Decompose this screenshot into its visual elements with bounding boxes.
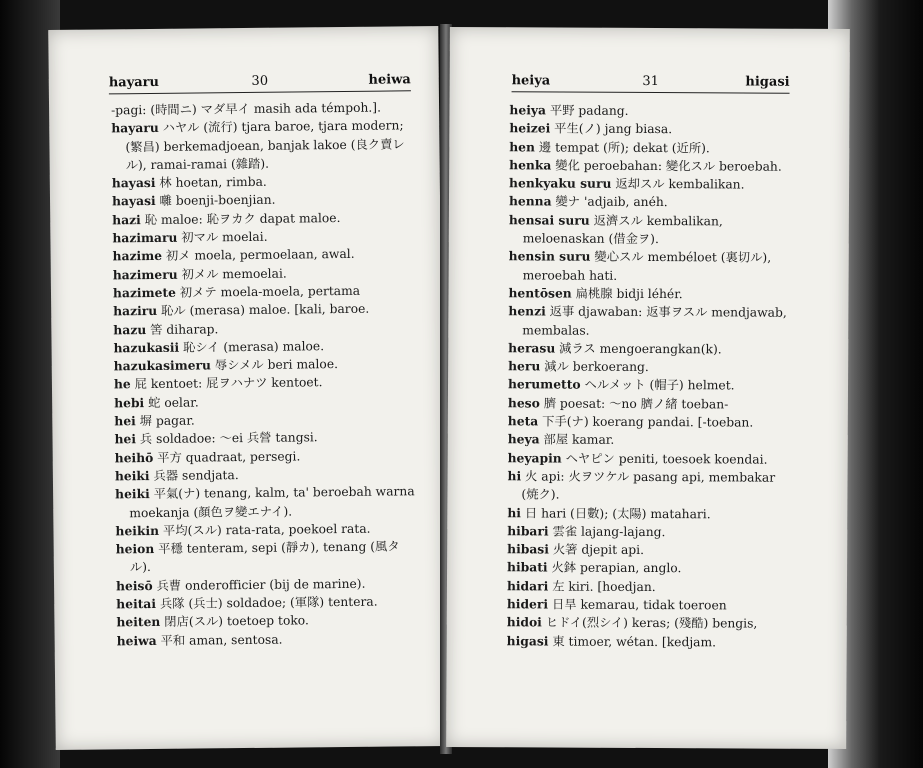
headword: heya: [507, 431, 540, 447]
dictionary-entry: [509, 101, 793, 121]
page-number: 30: [251, 73, 269, 89]
definition: 下手(ナ) koerang pandai. [-toeban.: [542, 414, 754, 430]
dictionary-entry: [111, 117, 412, 175]
page-number: 31: [642, 73, 659, 90]
dictionary-entry: [507, 577, 791, 597]
dictionary-entry: [509, 138, 793, 158]
definition: 平均(スル) rata-rata, poekoel rata.: [162, 521, 371, 538]
headword: heiki: [114, 467, 150, 484]
definition: 火 api: 火ヲツケル pasang api, membakar (焼ク).: [521, 469, 776, 502]
headword: heru: [508, 358, 541, 374]
definition: 平和 aman, sentosa.: [160, 632, 283, 648]
headword: heitai: [116, 595, 157, 612]
headword: henzi: [508, 303, 546, 319]
definition: 筈 diharap.: [150, 321, 219, 337]
dictionary-entry: [508, 376, 792, 396]
definition: 減ラス mengoerangkan(k).: [559, 341, 722, 357]
definition: 塀 pagar.: [139, 413, 195, 429]
dictionary-entry: [509, 211, 793, 249]
dictionary-entry: [508, 357, 792, 377]
entry-list: [111, 98, 417, 650]
dictionary-entry: [507, 595, 791, 615]
definition: 恥 maloe: 恥ヲカク dapat maloe.: [144, 210, 341, 227]
headword: heiya: [509, 102, 547, 118]
dictionary-entry: [508, 431, 792, 451]
dictionary-entry: [507, 540, 791, 560]
page-header: [109, 70, 411, 94]
definition: 蛇 oelar.: [148, 395, 199, 410]
definition: 雲雀 lajang-lajang.: [552, 524, 666, 539]
definition: ヘルメット (帽子) helmet.: [584, 378, 735, 393]
definition: 屁 kentoet: 屁ヲハナツ kentoet.: [134, 375, 323, 392]
dictionary-entry: [507, 614, 791, 634]
definition: 初マル moelai.: [181, 229, 268, 245]
headword: hideri: [506, 596, 549, 612]
headword: higasi: [506, 632, 549, 649]
headword: hayasi: [111, 193, 156, 209]
definition: 兵隊 (兵士) soldadoe; (軍隊) tentera.: [159, 594, 378, 611]
headword: hidari: [506, 577, 549, 594]
definition: 東 timoer, wétan. [kedjam.: [552, 634, 717, 649]
definition: 部屋 kamar.: [543, 432, 615, 448]
headword: heiten: [116, 614, 161, 630]
definition: 平生(ノ) jang biasa.: [554, 121, 673, 137]
headword: henkyaku suru: [509, 175, 612, 191]
definition: 初メル memoelai.: [181, 266, 287, 282]
headword: heisō: [115, 577, 153, 594]
definition: 火箸 djepit api.: [552, 542, 645, 558]
definition: 日 hari (日數); (太陽) matahari.: [524, 505, 711, 521]
headword: hazimaru: [112, 229, 178, 246]
dictionary-entry: [116, 592, 416, 613]
dictionary-entry: [113, 300, 413, 321]
headword: heion: [115, 541, 155, 557]
definition: 變心スル membéloet (裏切ル), meroebah hati.: [522, 250, 772, 283]
definition: 變化 peroebahan: 變化スル beroebah.: [555, 158, 782, 174]
headword: hazu: [113, 321, 147, 337]
header-first-word: hayaru: [108, 74, 160, 91]
definition: 扁桃腺 bidji léhér.: [575, 286, 683, 302]
definition: 左 kiri. [hoedjan.: [552, 579, 656, 594]
headword: hayasi: [111, 175, 156, 191]
dictionary-entry: [509, 193, 793, 213]
definition: 辱シメル beri maloe.: [214, 357, 339, 373]
definition: 邊 tempat (所); dekat (近所).: [538, 140, 710, 155]
headword: hentōsen: [508, 285, 572, 301]
dictionary-entry: [509, 156, 793, 176]
definition: 林 hoetan, rimba.: [159, 174, 267, 191]
dictionary-entry: [115, 482, 415, 522]
dictionary-entry: [116, 537, 416, 577]
definition: -pagi: (時間ニ) マダ早イ masih ada témpoh.].: [111, 100, 382, 118]
definition: 變ナ 'adjaib, anéh.: [555, 194, 668, 210]
definition: 恥シイ (merasa) maloe.: [183, 339, 325, 355]
entry-list: [507, 101, 794, 651]
page-header: [512, 71, 790, 93]
definition: 火鉢 perapian, anglo.: [551, 560, 682, 576]
definition: 兵器 sendjata.: [153, 468, 239, 483]
dictionary-entry: [508, 284, 792, 304]
headword: hibasi: [507, 541, 549, 557]
headword: heso: [507, 395, 540, 411]
headword: hi: [507, 504, 522, 520]
headword: hazimete: [112, 284, 176, 301]
left-page: [48, 26, 446, 750]
definition: 囃 boenji-boenjian.: [159, 193, 276, 209]
definition: 日旱 kemarau, tidak toeroen: [551, 597, 727, 613]
definition: ヒドイ(烈シイ) keras; (殘酷) bengis,: [545, 615, 758, 631]
headword: hebi: [114, 394, 145, 411]
headword: heiwa: [116, 632, 157, 648]
definition: 兵 soldadoe: ～ei 兵營 tangsi.: [139, 430, 318, 447]
definition: 返濟スル kembalikan, meloenaskan (借金ヲ).: [522, 213, 723, 247]
headword: henna: [508, 193, 552, 209]
headword: hazukasimeru: [113, 357, 212, 374]
headword: heyapin: [507, 449, 562, 466]
headword: heta: [507, 413, 539, 429]
headword: hensin suru: [508, 248, 591, 265]
definition: 減ル berkoerang.: [544, 359, 649, 375]
headword: hei: [114, 413, 136, 429]
headword: henka: [509, 157, 552, 173]
headword: haziru: [113, 303, 158, 319]
definition: 平氣(ナ) tenang, kalm, ta' beroebah warna moekanja (顏色ヲ變エナイ).: [129, 484, 415, 520]
dictionary-entry: [509, 248, 793, 286]
headword: hibati: [507, 559, 548, 575]
headword: herasu: [508, 340, 556, 356]
headword: hei: [114, 431, 137, 447]
headword: heihō: [114, 449, 154, 466]
dictionary-entry: [507, 504, 791, 524]
definition: ヘヤピン peniti, toesoek koendai.: [565, 451, 768, 467]
dictionary-entry: [508, 449, 792, 469]
headword: hazukasii: [113, 339, 180, 356]
definition: 臍 poesat: ～no 臍ノ緒 toeban-: [543, 396, 729, 412]
dictionary-entry: [508, 303, 792, 341]
header-last-word: heiwa: [368, 72, 411, 88]
dictionary-entry: [508, 394, 792, 414]
headword: hi: [507, 468, 522, 484]
dictionary-entry: [507, 522, 791, 542]
headword: hidoi: [506, 614, 542, 630]
dictionary-entry: [509, 174, 793, 194]
definition: 平方 quadraat, persegi.: [157, 449, 301, 465]
header-first-word: heiya: [511, 73, 551, 89]
headword: heizei: [509, 120, 551, 136]
definition: ハヤル (流行) tjara baroe, tjara modern; (繁昌) berkemadjoean, banjak lakoe (良ク賣レル), ramai-ramai (雜踏).: [125, 118, 405, 173]
definition: 初メテ moela-moela, pertama: [179, 283, 361, 300]
dictionary-entry: [509, 120, 793, 140]
definition: 平野 padang.: [549, 103, 629, 118]
definition: 恥ル (merasa) maloe. [kali, baroe.: [161, 301, 370, 319]
dictionary-entry: [507, 632, 791, 652]
headword: hensai suru: [508, 212, 590, 228]
headword: hazi: [112, 211, 141, 228]
headword: hayaru: [111, 120, 159, 136]
dictionary-entry: [508, 339, 792, 359]
header-last-word: higasi: [745, 74, 790, 90]
dictionary-entry: [507, 467, 791, 505]
definition: 平穩 tenteram, sepi (靜カ), tenang (風タル).: [129, 539, 400, 575]
headword: hazimeru: [112, 266, 178, 283]
dictionary-entry: [117, 629, 417, 650]
dictionary-entry: [508, 412, 792, 432]
headword: he: [113, 376, 131, 392]
definition: 閉店(スル) toetoep toko.: [164, 613, 309, 630]
headword: hazime: [112, 248, 163, 264]
definition: 初メ moela, permoelaan, awal.: [165, 247, 355, 264]
headword: herumetto: [507, 376, 581, 393]
dictionary-entry: [507, 559, 791, 579]
headword: hen: [509, 138, 536, 154]
definition: 返事 djawaban: 返事ヲスル mendjawab, membalas.: [522, 304, 787, 338]
definition: 兵曹 onderofficier (bij de marine).: [156, 576, 366, 593]
headword: heikin: [115, 522, 160, 539]
right-page: [446, 27, 850, 749]
headword: hibari: [507, 523, 549, 539]
headword: heiki: [115, 486, 150, 502]
definition: 返却スル kembalikan.: [615, 177, 745, 192]
